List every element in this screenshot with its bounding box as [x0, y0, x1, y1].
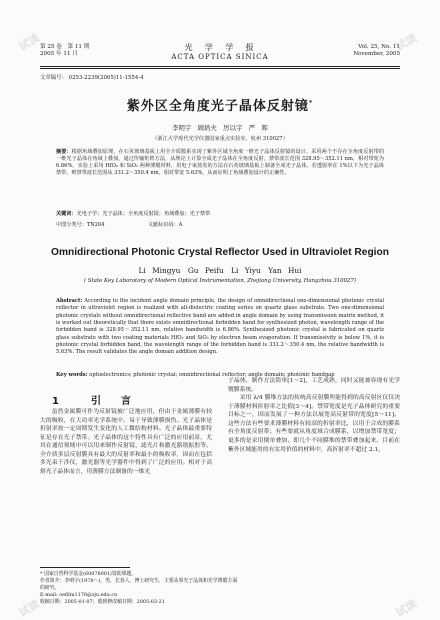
- keywords-cn-label: 关键词：: [56, 211, 77, 217]
- affiliation-en: ( State Key Laboratory of Modern Optical Instrumentation, Zhejiang University, Hangzhou 310027): [83, 278, 357, 284]
- intro-column-right: [228, 377, 400, 454]
- issue-date-en: November, 2005: [353, 50, 400, 57]
- intro-paragraph: 子晶体，制作方法简单[1～2]，工艺成熟，同时又能兼容现有光学镀膜系统。: [228, 378, 400, 393]
- keywords-en-label: Key words:: [56, 372, 88, 378]
- authors-cn: 李明宇 顾培夫 厉以宇 严 晖: [172, 124, 268, 132]
- keywords-cn: [56, 211, 384, 218]
- intro-column-left: [40, 408, 212, 477]
- header-rule-thin: [40, 68, 400, 69]
- abstract-cn-text: 根据角域叠加原理，在石英玻璃基板上用全介质膜系实现了紫外区域全角度一维光子晶体反射镜的设计。采用两个不存在全角度反射带的一维光子晶体在角域上叠加，通过传输矩阵方法，从理论上计算全成光子晶体在全角度反射，禁带波长范围 328.95～352.11 nm，相对带宽为 6.86%。实验上采用 HfO₂ 和 SiO₂ 两种薄膜材料，用电子束蒸发的方法在石英玻璃基板上制备全成光子晶体。若透射率在 1%以下为光子晶体禁带，则禁带波长范围从 331.2～350.4 nm，相对带宽 5.63%。从而证明了角域叠加设计的正确性。: [56, 149, 384, 176]
- watermark: 试读: [393, 31, 420, 54]
- article-number: 文章编号： 0253-2239(2005)11-1554-4: [40, 75, 144, 81]
- author-email: E-mail: oefilm1176@zju.edu.cn: [40, 592, 118, 599]
- paper-title-cn: [0, 95, 440, 114]
- abstract-en-text: According to the incident angle domain principle, the design of omnidirectional one-dimensional photonic crystal reflector in ultraviolet region is realized with all-dielectric coating series on quartz glass substrate. Two one-dimensional photonic crystals without omnidirectional reflective band are added in angle domain by using transmission matrix method, it is worked out theoretically that there exists omnidirectional forbidden band for synthesized photon, wavelength range of the forbidden band is 328.95～352.11 nm, relative bandwidth is 6.86%. Synthesized photonic crystal is fabricated on quartz glass substrate with two coating materials HfO₂ and SiO₂ by electron beam evaporation. If transmissivity is below 1%, it is photonic crystal forbidden band, the wavelength range of the forbidden band is 331.2～350.4 nm, the relative bandwidth is 5.63%. The result validates the angle domain addition design.: [56, 298, 384, 356]
- section-number: 1: [52, 396, 64, 407]
- abstract-cn-label: 摘要：: [56, 149, 72, 155]
- section-title: 引 言: [90, 396, 136, 407]
- journal-name-cn: 光 学 学 报: [184, 42, 256, 52]
- title-footnote-mark: *: [308, 99, 314, 107]
- volume-issue-en: Vol. 25, No. 11: [358, 44, 400, 50]
- header-right: [353, 44, 400, 58]
- classification-cn: [56, 222, 384, 229]
- received-dates: 收稿日期：2005-01-07；收到修改稿日期：2005-03-21: [40, 599, 165, 606]
- section-heading: [52, 392, 136, 407]
- journal-name-en: ACTA OPTICA SINICA: [171, 53, 269, 61]
- footnotes: [40, 571, 240, 607]
- keywords-cn-text: 光电子学；光子晶体；全角度反射镜；角域叠加；光子禁带: [76, 211, 211, 217]
- funding-note: * 国家自然科学基金(60078001)资助课题。: [40, 571, 137, 577]
- volume-issue: 第 25 卷 第 11 期: [40, 44, 90, 50]
- authors-en: Li Mingyu Gu Peifu Li Yiyu Yan Hui: [138, 266, 302, 275]
- issue-date-cn: 2005 年 11 月: [40, 50, 78, 57]
- footnote-rule: [40, 567, 130, 568]
- watermark: 试读: [16, 597, 43, 620]
- keywords-en-text: optoelectronics; photonic crystal; omnidirectional reflector; angle domain; photonic bandgap: [89, 372, 335, 378]
- watermark: 试读: [16, 31, 43, 54]
- affiliation-cn: （浙江大学现代光学仪器国家重点实验室，杭州 310027）: [152, 136, 288, 142]
- abstract-en: [56, 298, 384, 357]
- doc-code: 文献标识码：A: [147, 222, 183, 228]
- author-bio: 作者简介：李明宇(1978～)，男，长春人，博士研究生，主要从事光子晶体和光学薄膜方面的研究。: [40, 578, 238, 592]
- paper-title-en: Omnidirectional Photonic Crystal Reflector Used in Ultraviolet Region: [51, 247, 389, 258]
- title-text: 紫外区全角度光子晶体反射镜: [126, 99, 309, 114]
- clc-number: 中图分类号：TN204: [56, 222, 105, 228]
- abstract-en-label: Abstract:: [56, 298, 83, 304]
- header-rule: [40, 66, 400, 67]
- abstract-cn: [56, 149, 384, 176]
- intro-paragraph: 虽然金属膜可作为反射镜被广泛地应用，但由于金属薄膜有较大的吸收，在大功率光学系统中，易于导致薄膜损伤。光子晶体是折射率按一定周期发生变化的人工微结构材料。光子晶体最重要特征是存在光子禁带。光子晶体的这个特性具有广泛的应用前景，尤其在通信领域中可以用来制作反射镜、滤光片和激光器谐振腔等。全介质多层反射膜具有最大的反射率和最小的吸收率，因而在包括多光束干涉仪，激光器等光学器件中得到了广泛的应用。相对于高熔光子晶体而言，用薄膜方法制备的一维光: [40, 409, 212, 476]
- intro-paragraph: 采用 λ/4 膜堆方法的传统高反射膜所能得到的高反射区仅仅决于薄膜材料折射率之比值[3～4]。禁带宽度是光子晶体研究的重要目标之一，因而发展了一种方法以展宽高反射带的宽度[5～11]。这些方法有些要求薄膜材料有较高的折射率比，以用于合成的膜系有全角度反射带；有些要就从角度域合成膜系，以增加禁带宽度；更多的是采用倒单叠加，即几个不同膜堆的禁带叠加起来。目前在紫外区域能用的有实用价值的材料中，高折射率不超过 2.1，: [228, 395, 400, 453]
- watermark: 试读: [393, 597, 420, 620]
